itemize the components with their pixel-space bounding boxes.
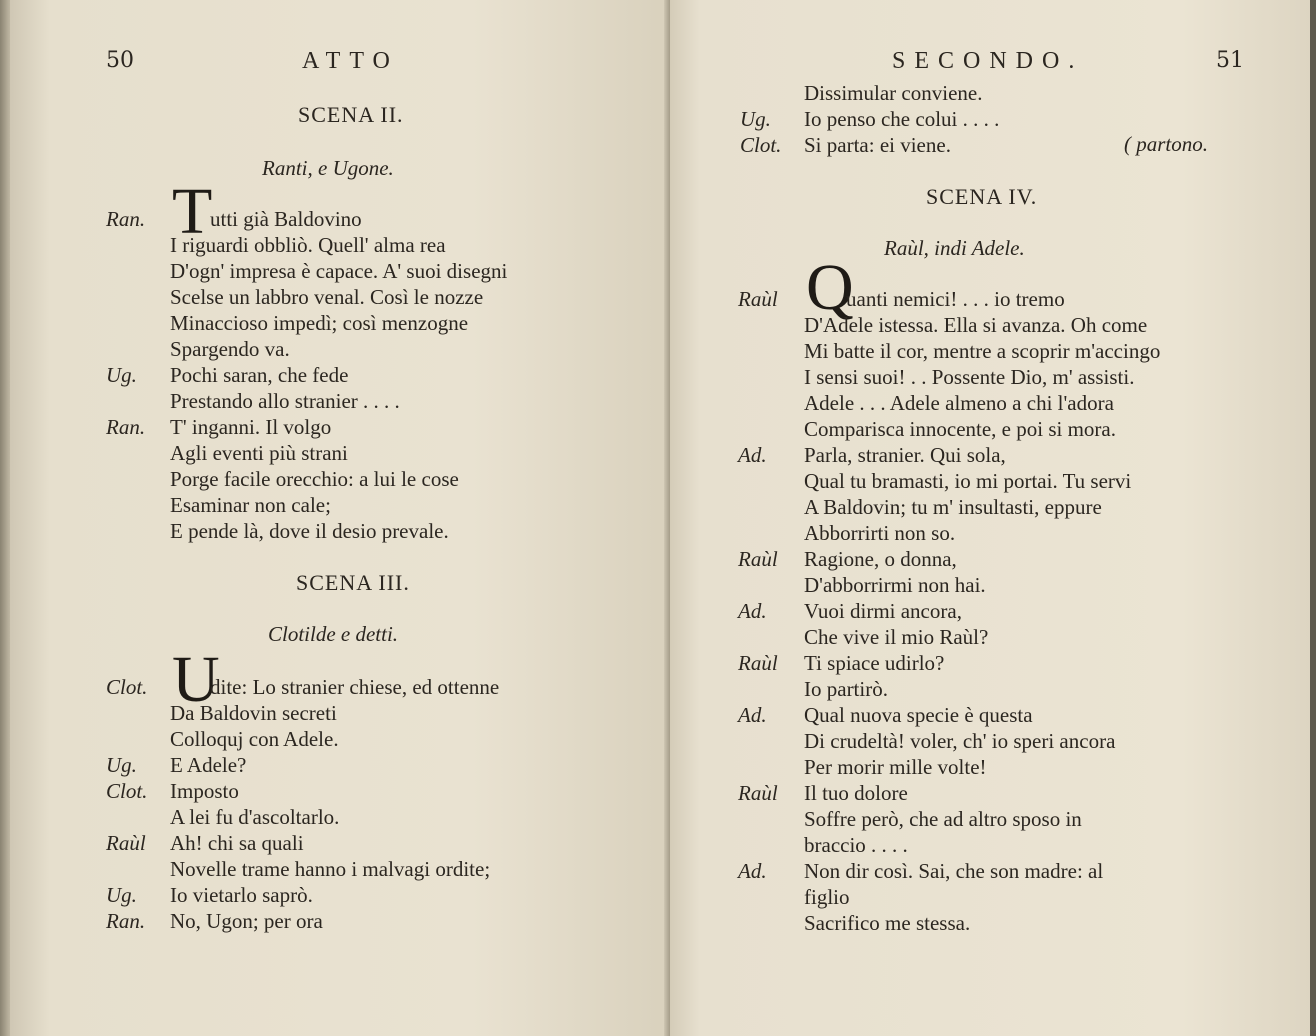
speaker-label: Raùl [738, 287, 778, 311]
scene-title: SCENA III. [296, 570, 410, 595]
script-line [670, 884, 1310, 910]
verse-text: Esaminar non cale; [170, 493, 331, 517]
verse-text: Che vive il mio Raùl? [804, 625, 989, 649]
script-line [670, 364, 1310, 390]
verse-text: Ti spiace udirlo? [804, 651, 945, 675]
verse-text: Vuoi dirmi ancora, [804, 599, 962, 623]
drop-cap: T [172, 175, 213, 248]
script-line [670, 416, 1310, 442]
speaker-label: Raùl [738, 781, 778, 805]
speaker-label: Ug. [106, 883, 137, 907]
verse-text: Io vietarlo saprò. [170, 883, 313, 907]
verse-text: A Baldovin; tu m' insultasti, eppure [804, 495, 1102, 519]
script-line [10, 440, 650, 466]
drop-cap: U [172, 643, 220, 716]
script-line [670, 132, 1310, 158]
script-line [10, 310, 650, 336]
verse-text: Comparisca innocente, e poi si mora. [804, 417, 1116, 441]
right-page [670, 0, 1310, 1036]
verse-text: Minaccioso impedì; così menzogne [170, 311, 469, 335]
script-line [670, 598, 1310, 624]
script-line [10, 882, 650, 908]
verse-text: Io partirò. [804, 677, 888, 701]
verse-text: T' inganni. Il volgo [170, 415, 332, 439]
script-line [670, 650, 1310, 676]
page-number: 50 [106, 48, 134, 73]
script-line [10, 804, 650, 830]
verse-text: Soffre però, che ad altro sposo in [804, 807, 1082, 831]
verse-text: I sensi suoi! . . Possente Dio, m' assisti. [804, 365, 1135, 389]
script-line [670, 312, 1310, 338]
speaker-label: Clot. [106, 779, 148, 803]
script-line [10, 258, 650, 284]
verse-text: Ragione, o donna, [804, 547, 957, 571]
page-number: 51 [1216, 48, 1244, 73]
verse-text: dite: Lo stranier chiese, ed ottenne [210, 675, 500, 699]
verse-text: E Adele? [170, 753, 247, 777]
speaker-label: Ug. [106, 363, 137, 387]
script-line [670, 702, 1310, 728]
verse-text: D'ogn' impresa è capace. A' suoi disegni [170, 259, 508, 283]
stage-direction: ( partono. [1124, 132, 1208, 156]
verse-text: Sacrifico me stessa. [804, 911, 971, 935]
running-head: ATTO [302, 48, 399, 74]
script-line [10, 830, 650, 856]
speaker-label: Ran. [106, 909, 146, 933]
verse-text: Colloquj con Adele. [170, 727, 339, 751]
speaker-label: Raùl [738, 547, 778, 571]
speaker-label: Ad. [738, 703, 767, 727]
script-line [670, 442, 1310, 468]
verse-text: uanti nemici! . . . io tremo [846, 287, 1065, 311]
script-line [670, 468, 1310, 494]
script-line [10, 700, 650, 726]
verse-text: D'Adele istessa. Ella si avanza. Oh come [804, 313, 1148, 337]
speaker-label: Ug. [740, 107, 771, 131]
verse-text: A lei fu d'ascoltarlo. [170, 805, 340, 829]
script-line [670, 910, 1310, 936]
verse-text: Il tuo dolore [804, 781, 908, 805]
speaker-label: Ad. [738, 443, 767, 467]
speaker-label: Ad. [738, 859, 767, 883]
script-line [670, 80, 1310, 106]
script-line [670, 520, 1310, 546]
speaker-label: Ran. [106, 415, 146, 439]
verse-text: Ah! chi sa quali [170, 831, 304, 855]
verse-text: Abborrirti non so. [804, 521, 956, 545]
verse-text: Parla, stranier. Qui sola, [804, 443, 1006, 467]
verse-text: Spargendo va. [170, 337, 290, 361]
script-line [670, 338, 1310, 364]
script-line [670, 858, 1310, 884]
script-line [10, 674, 650, 700]
scene-cast: Clotilde e detti. [268, 622, 399, 646]
speaker-label: Ad. [738, 599, 767, 623]
verse-text: figlio [804, 885, 850, 909]
verse-text: Da Baldovin secreti [170, 701, 337, 725]
verse-text: E pende là, dove il desio prevale. [170, 519, 449, 543]
verse-text: Novelle trame hanno i malvagi ordite; [170, 857, 491, 881]
script-line [10, 206, 650, 232]
script-line [10, 908, 650, 934]
script-line [10, 232, 650, 258]
verse-text: Adele . . . Adele almeno a chi l'adora [804, 391, 1114, 415]
script-line [670, 286, 1310, 312]
verse-text: Per morir mille volte! [804, 755, 987, 779]
script-line [10, 362, 650, 388]
script-line [10, 778, 650, 804]
drop-cap: Q [806, 251, 854, 324]
scene-cast: Raùl, indi Adele. [884, 236, 1025, 260]
verse-text: Qual nuova specie è questa [804, 703, 1033, 727]
script-line [670, 494, 1310, 520]
script-line [10, 752, 650, 778]
speaker-label: Raùl [738, 651, 778, 675]
script-line [10, 388, 650, 414]
script-line [670, 546, 1310, 572]
verse-text: Dissimular conviene. [804, 81, 983, 105]
verse-text: Si parta: ei viene. [804, 133, 951, 157]
script-line [10, 518, 650, 544]
verse-text: Porge facile orecchio: a lui le cose [170, 467, 459, 491]
verse-text: I riguardi obbliò. Quell' alma rea [170, 233, 446, 257]
verse-text: Pochi saran, che fede [170, 363, 349, 387]
verse-text: Io penso che colui . . . . [804, 107, 1000, 131]
speaker-label: Ran. [106, 207, 146, 231]
script-line [670, 832, 1310, 858]
verse-text: Prestando allo stranier . . . . [170, 389, 400, 413]
speaker-label: Ug. [106, 753, 137, 777]
script-line [10, 492, 650, 518]
speaker-label: Clot. [740, 133, 782, 157]
script-line [670, 676, 1310, 702]
script-line [10, 466, 650, 492]
script-line [10, 856, 650, 882]
script-line [670, 754, 1310, 780]
verse-text: Di crudeltà! voler, ch' io speri ancora [804, 729, 1116, 753]
script-line [670, 780, 1310, 806]
speaker-label: Clot. [106, 675, 148, 699]
script-line [670, 624, 1310, 650]
script-line [10, 336, 650, 362]
script-line [670, 728, 1310, 754]
verse-text: Qual tu bramasti, io mi portai. Tu servi [804, 469, 1132, 493]
script-line [670, 572, 1310, 598]
scene-cast: Ranti, e Ugone. [262, 156, 394, 180]
script-line [670, 106, 1310, 132]
script-line [670, 806, 1310, 832]
verse-text: Non dir così. Sai, che son madre: al [804, 859, 1104, 883]
verse-text: Mi batte il cor, mentre a scoprir m'accingo [804, 339, 1161, 363]
verse-text: Scelse un labbro venal. Così le nozze [170, 285, 484, 309]
scene-title: SCENA IV. [926, 184, 1038, 209]
speaker-label: Raùl [106, 831, 146, 855]
script-line [10, 414, 650, 440]
verse-text: Imposto [170, 779, 239, 803]
verse-text: braccio . . . . [804, 833, 908, 857]
verse-text: No, Ugon; per ora [170, 909, 323, 933]
left-page [10, 0, 670, 1036]
verse-text: utti già Baldovino [210, 207, 362, 231]
verse-text: D'abborrirmi non hai. [804, 573, 986, 597]
scene-title: SCENA II. [298, 102, 404, 127]
script-line [10, 726, 650, 752]
running-head: SECONDO. [892, 48, 1084, 74]
script-line [10, 284, 650, 310]
script-line [670, 390, 1310, 416]
verse-text: Agli eventi più strani [170, 441, 348, 465]
